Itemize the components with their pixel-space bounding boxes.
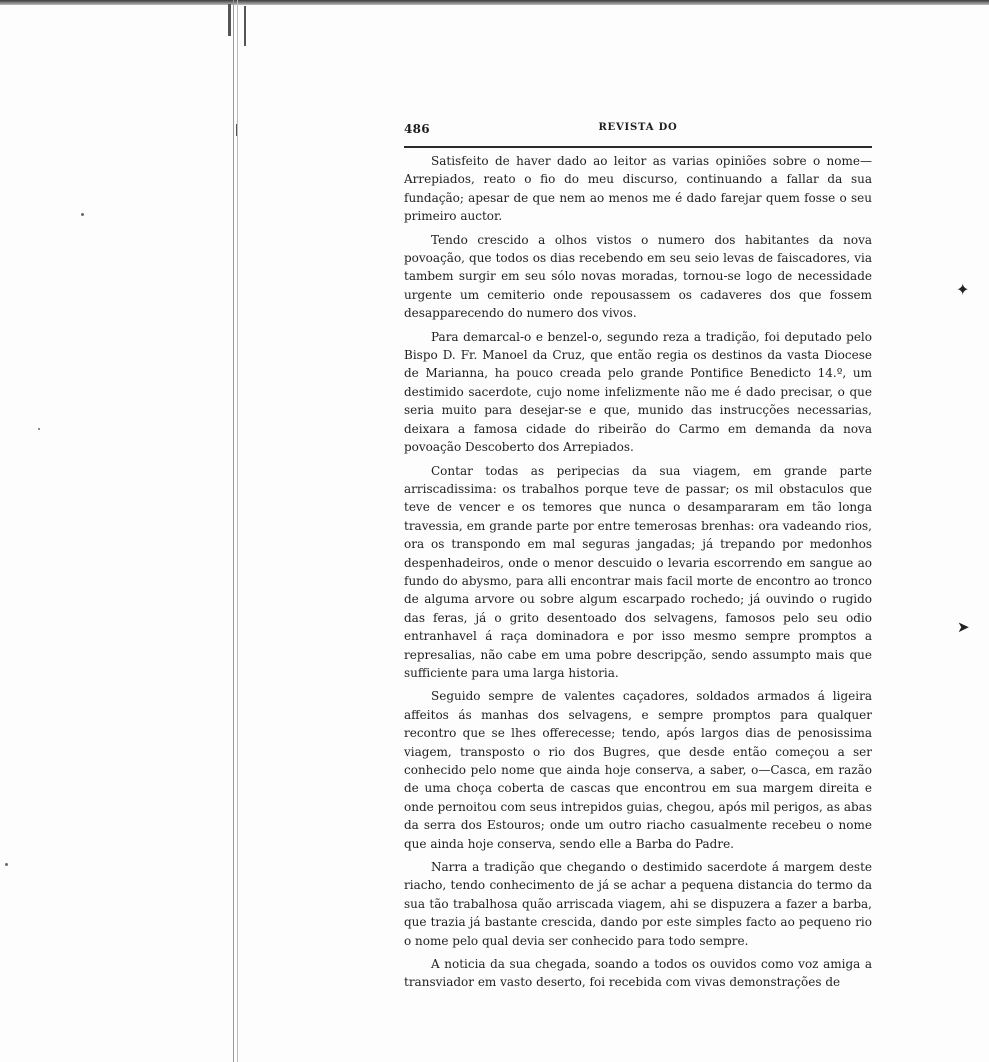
binding-ink-mark (228, 4, 231, 36)
binding-ink-mark (244, 6, 246, 46)
paragraph: Para demarcal-o e benzel-o, segundo reza a tradição, foi deputado pelo Bispo D. Fr. Manoel da Cruz, que então regia os destinos da vasta Diocese de Marianna, ha pouco creada pelo grande Pontifice Benedicto 14.º, um destimido sacerdote, cujo nome infelizmente não me é dado precisar, o que seria muito para desejar-se e que, munido das instrucções necessarias, deixara a famosa cidade do ribeirão do Carmo em demanda da nova povoação Descoberto dos Arrepiados. (404, 329, 872, 455)
header-rule (404, 146, 872, 148)
paragraph: A noticia da sua chegada, soando a todos os ouvidos como voz amiga a transviador em vasto deserto, foi recebida com vivas demonstrações de (404, 957, 872, 990)
margin-pointer-icon: ➤ (957, 618, 970, 636)
paper-speck (38, 428, 40, 430)
paragraph: Satisfeito de haver dado ao leitor as varias opiniões sobre o nome—Arrepiados, reato o fio do meu discurso, continuando a fallar da sua fundação; apesar de que nem ao menos me é dado farejar quem fosse o seu primeiro auctor. (404, 154, 872, 224)
book-binding-line-inner (237, 0, 238, 1062)
margin-arrow-icon: ✦ (956, 280, 970, 299)
paragraph: Tendo crescido a olhos vistos o numero dos habitantes da nova povoação, que todos os dias recebendo em seu seio levas de faiscadores, via tambem surgir em seu sólo novas moradas, tornou-se logo de necessidade urgente um cemiterio onde repousassem os cadaveres dos que fossem desapparecendo do numero dos vivos. (404, 232, 872, 321)
paper-speck (5, 863, 8, 866)
running-head: REVISTA DO (598, 122, 678, 133)
paragraph: Seguido sempre de valentes caçadores, soldados armados á ligeira affeitos ás manhas dos selvagens, e sempre promptos para qualquer recontro que se lhes offerecesse; tendo, após largos dias de penosissima viagem, transposto o rio dos Bugres, que desde então começou a ser conhecido pelo nome que ainda hoje conserva, a saber, o—Casca, em razão de uma choça coberta de cascas que encontrou em sua margem direita e onde pernoitou com seus intrepidos guias, chegou, após mil perigos, as abas da serra dos Estouros; onde um outro riacho casualmente recebeu o nome que ainda hoje conserva, sendo elle a Barba do Padre. (404, 689, 872, 851)
paragraph: Narra a tradição que chegando o destimido sacerdote á margem deste riacho, tendo conhecimento de já se achar a pequena distancia do termo da sua tão trabalhosa quão arriscada viagem, ahi se dispuzera a fazer a barba, que trazia já bastante crescida, dando por este simples facto ao pequeno rio o nome pelo qual devia ser conhecido para todo sempre. (404, 860, 872, 948)
page-header (404, 122, 872, 140)
scan-top-edge (0, 0, 989, 5)
paper-speck (81, 213, 84, 216)
binding-ink-mark (236, 124, 237, 136)
book-binding-line (233, 0, 234, 1062)
body-text (404, 152, 872, 991)
page-number: 486 (404, 122, 430, 136)
paragraph: Contar todas as peripecias da sua viagem, em grande parte arriscadissima: os trabalhos porque teve de passar; os mil obstaculos que teve de vencer e os temores que nunca o desampararam em tão longa travessia, em grande parte por entre temerosas brenhas: ora vadeando rios, ora os transpondo em mal seguras jangadas; já trepando por medonhos despenhadeiros, onde o menor descuido o levaria escorrendo em sangue ao fundo do abysmo, para alli encontrar mais facil morte de encontro ao tronco de alguma arvore ou sobre algum escarpado rochedo; já ouvindo o rugido das feras, já o grito desentoado dos selvagens, famosos pelo seu odio entranhavel á raça dominadora e por isso mesmo sempre promptos a represalias, não cabe em uma pobre descripção, sendo assumpto mais que sufficiente para uma larga historia. (404, 463, 872, 680)
